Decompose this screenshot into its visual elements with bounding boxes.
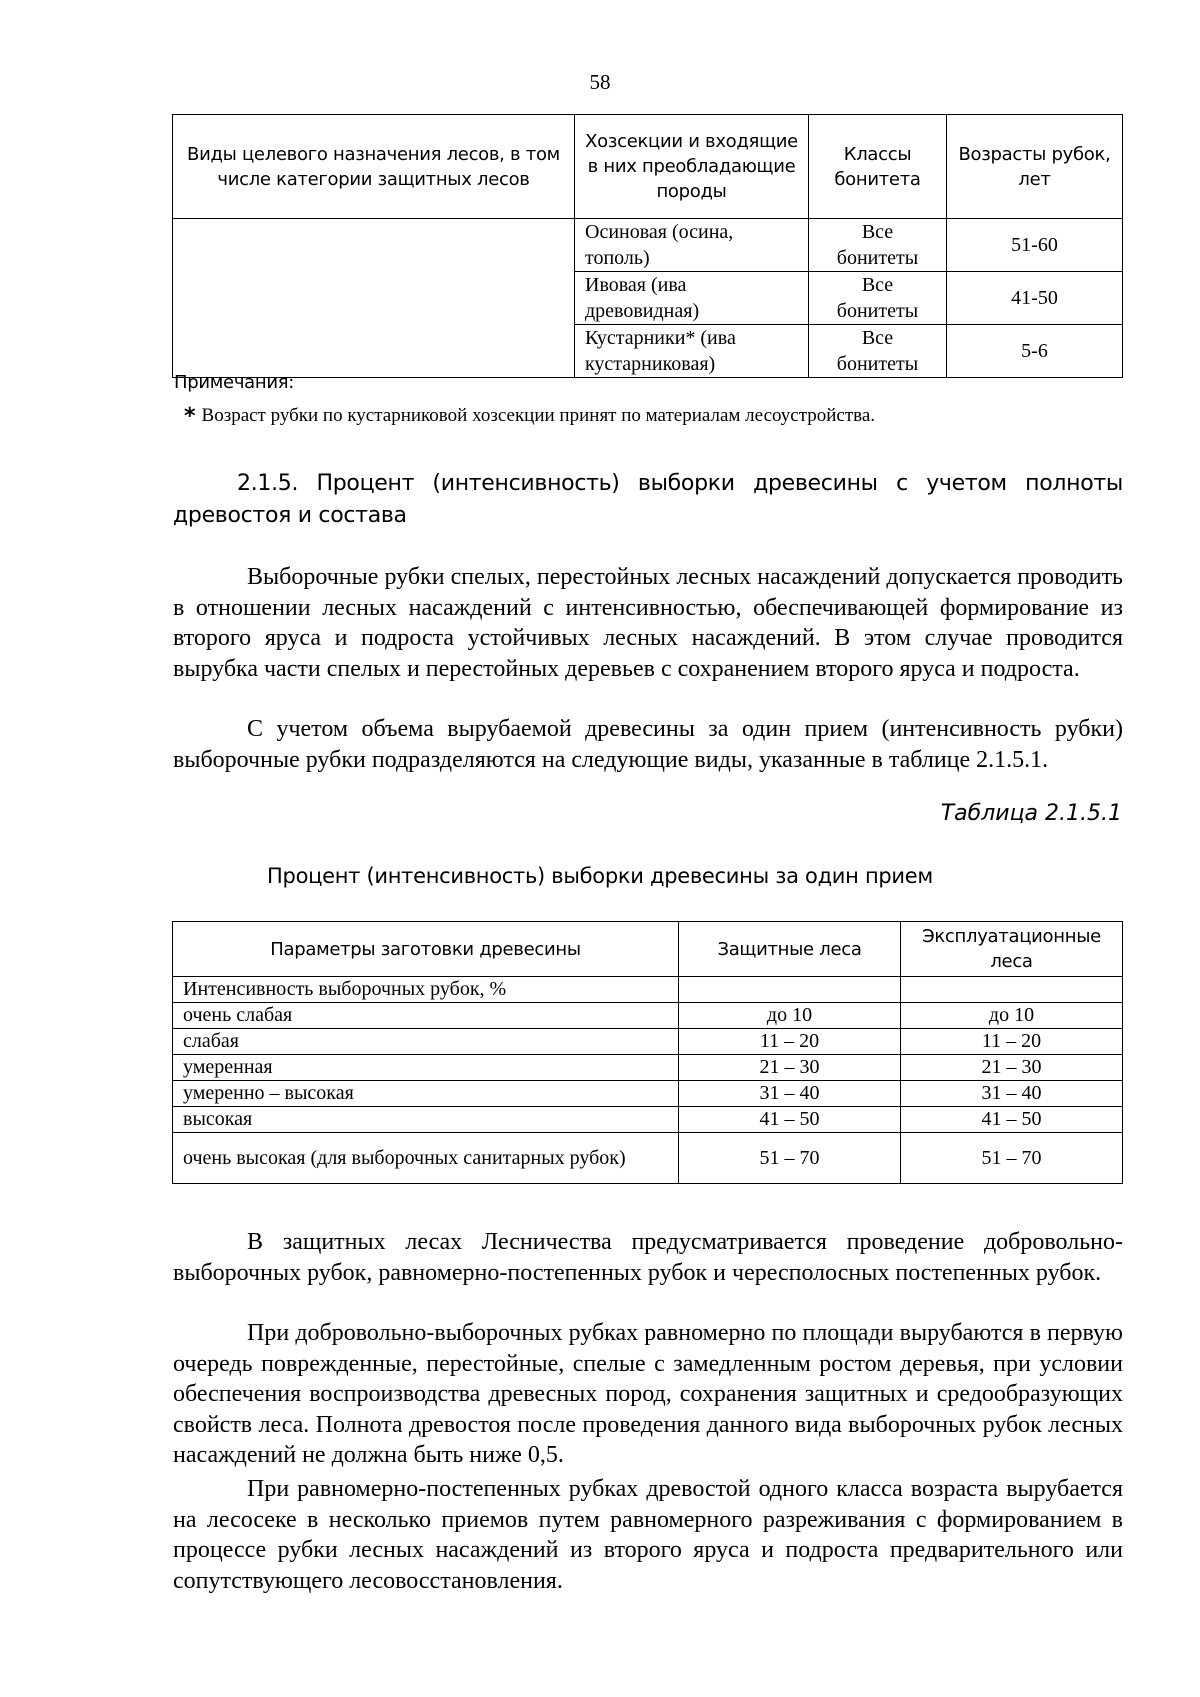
header-forest-purpose: Виды целевого назначения лесов, в том числе категории защитных лесов <box>173 115 575 219</box>
table-row: Интенсивность выборочных рубок, % <box>173 977 1123 1003</box>
table-title: Процент (интенсивность) выборки древесины за один прием <box>267 864 933 888</box>
section-cell: Ивовая (ива древовидная) <box>575 272 809 325</box>
notes-title: Примечания: <box>174 372 295 393</box>
header-economic-section: Хозсекции и входящие в них преобладающие породы <box>575 115 809 219</box>
table-row: высокая 41 – 50 41 – 50 <box>173 1107 1123 1133</box>
table-header-row <box>173 922 1123 977</box>
header-cutting-age: Возрасты рубок, лет <box>947 115 1123 219</box>
table-row: умеренная 21 – 30 21 – 30 <box>173 1055 1123 1081</box>
paragraph: При равномерно-постепенных рубках древостой одного класса возраста вырубается на лесосеке в несколько приемов путем равномерного разреживания с формированием в процессе рубки лесных насаждений из второго яруса и подроста предварительного или сопутствующего лесовосстановления. <box>173 1476 1123 1594</box>
paragraph: В защитных лесах Лесничества предусматривается проведение добровольно-выборочных рубок, равномерно-постепенных рубок и чересполосных постепенных рубок. <box>173 1229 1123 1286</box>
paragraph: С учетом объема вырубаемой древесины за один прием (интенсивность рубки) выборочные рубки подразделяются на следующие виды, указанные в таблице 2.1.5.1. <box>173 716 1123 773</box>
table-row: очень слабая до 10 до 10 <box>173 1003 1123 1029</box>
note-line <box>184 404 875 429</box>
intensity-table <box>172 921 1123 1184</box>
header-parameters: Параметры заготовки древесины <box>173 922 679 977</box>
table-header-row <box>173 115 1123 219</box>
header-bonitet-class: Классы бонитета <box>809 115 947 219</box>
category-cell <box>173 219 575 378</box>
header-exploitation: Эксплуатационные леса <box>901 922 1123 977</box>
age-cell: 5-6 <box>947 325 1123 378</box>
cutting-age-table <box>172 114 1123 378</box>
class-cell: Все бонитеты <box>809 325 947 378</box>
section-heading <box>173 468 1123 532</box>
table-reference: Таблица 2.1.5.1 <box>940 801 1122 826</box>
footnote-star: * <box>184 404 196 429</box>
table-row: умеренно – высокая 31 – 40 31 – 40 <box>173 1081 1123 1107</box>
age-cell: 51-60 <box>947 219 1123 272</box>
section-cell: Осиновая (осина, тополь) <box>575 219 809 272</box>
note-text: Возраст рубки по кустарниковой хозсекции принят по материалам лесоустройства. <box>201 405 876 426</box>
section-number: 2.1.5. <box>237 471 299 496</box>
section-cell: Кустарники* (ива кустарниковая) <box>575 325 809 378</box>
class-cell: Все бонитеты <box>809 272 947 325</box>
table-row: очень высокая (для выборочных санитарных рубок) 51 – 70 51 – 70 <box>173 1133 1123 1184</box>
table-row <box>173 219 1123 272</box>
section-title: Процент (интенсивность) выборки древесины с учетом полноты древостоя и состава <box>173 471 1123 528</box>
page-number: 58 <box>589 70 611 94</box>
table-row: слабая 11 – 20 11 – 20 <box>173 1029 1123 1055</box>
paragraph: При добровольно-выборочных рубках равномерно по площади вырубаются в первую очередь поврежденные, перестойные, спелые с замедленным ростом деревья, при условии обеспечения воспроизводства древесных пород, сохранения защитных и средообразующих свойств леса. Полнота древостоя после проведения данного вида выборочных рубок лесных насаждений не должна быть ниже 0,5. <box>173 1320 1123 1468</box>
header-protective: Защитные леса <box>679 922 901 977</box>
paragraph: Выборочные рубки спелых, перестойных лесных насаждений допускается проводить в отношении лесных насаждений с интенсивностью, обеспечивающей формирование из второго яруса и подроста устойчивых лесных насаждений. В этом случае проводится вырубка части спелых и перестойных деревьев с сохранением второго яруса и подроста. <box>173 564 1123 682</box>
class-cell: Все бонитеты <box>809 219 947 272</box>
age-cell: 41-50 <box>947 272 1123 325</box>
